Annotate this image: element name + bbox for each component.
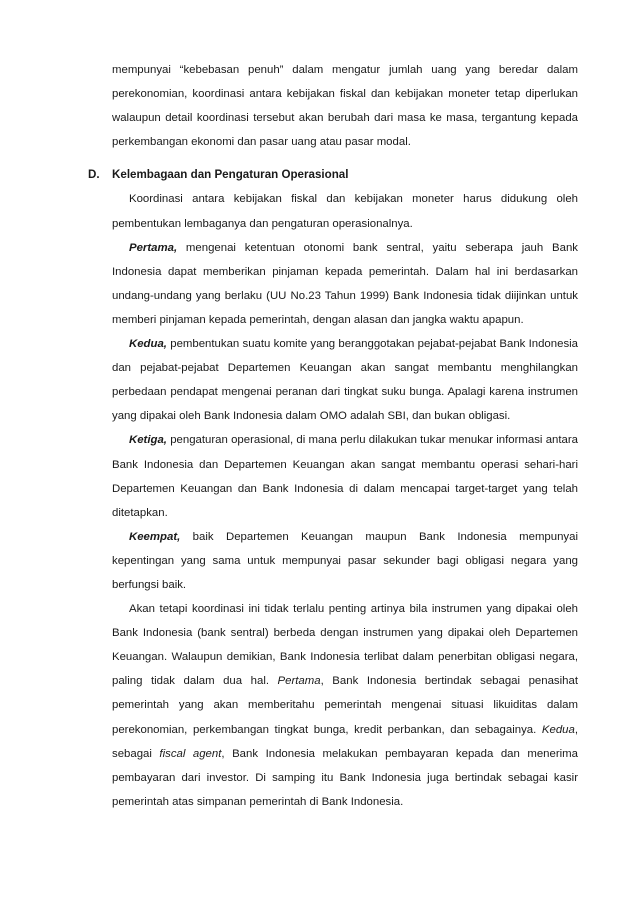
paragraph-first-text: mengenai ketentuan otonomi bank sentral, yaitu seberapa jauh Bank Indonesia dapat memberikan pinjaman kepada pemerintah. Dalam hal ini berdasarkan undang-undang yang berlaku (UU No.23 Tahun 1999) Bank Indonesia tidak diijinkan untuk memberi pinjaman kepada pemerintah, dengan alasan dan jangka waktu apapun. (112, 241, 578, 326)
section-number: D. (88, 168, 100, 182)
paragraph-third-lead: Ketiga, (129, 434, 167, 447)
paragraph-however-em2: Kedua (541, 723, 575, 736)
paragraph-however-part2: , Bank Indonesia bertindak sebagai penasihat pemerintah yang akan memberitahu pemerintah mengenai situasi likuiditas dalam perekonomian, perkembangan tingkat bunga, kredit perbankan, dan sebagainya. (112, 675, 578, 736)
paragraph-second-text: pembentukan suatu komite yang beranggotakan pejabat-pejabat Bank Indonesia dan pejabat-pejabat Departemen Keuangan akan sangat membantu menghilangkan perbedaan pendapat mengenai peranan dari tingkat suku bunga. Apalagi karena instrumen yang dipakai oleh Bank Indonesia dalam OMO adalah SBI, dan bukan obligasi. (112, 338, 578, 423)
intro-paragraph (112, 58, 578, 154)
paragraph-however (112, 597, 578, 814)
paragraph-third-text: pengaturan operasional, di mana perlu dilakukan tukar menukar informasi antara Bank Indonesia dan Departemen Keuangan akan sangat membantu operasi sehari-hari Departemen Keuangan dan Bank Indonesia di dalam mencapai target-target yang telah ditetapkan. (112, 434, 578, 519)
paragraph-coordination (112, 187, 578, 235)
intro-paragraph-text: mempunyai “kebebasan penuh” dalam mengatur jumlah uang yang beredar dalam perekonomian, koordinasi antara kebijakan fiskal dan kebijakan moneter tetap diperlukan walaupun detail koordinasi tersebut akan berubah dari masa ke masa, tergantung kepada perkembangan ekonomi dan pasar uang atau pasar modal. (112, 64, 578, 149)
paragraph-fourth (112, 525, 578, 597)
paragraph-however-part4: , Bank Indonesia melakukan pembayaran kepada dan menerima pembayaran dari investor. Di samping itu Bank Indonesia juga bertindak sebagai kasir pemerintah atas simpanan pemerintah di Bank Indonesia. (112, 747, 578, 808)
paragraph-first-lead: Pertama, (129, 241, 178, 254)
paragraph-however-em1: Pertama (277, 675, 321, 688)
paragraph-fourth-text: baik Departemen Keuangan maupun Bank Indonesia mempunyai kepentingan yang sama untuk mempunyai pasar sekunder bagi obligasi negara yang berfungsi baik. (112, 530, 578, 591)
paragraph-coordination-text: Koordinasi antara kebijakan fiskal dan kebijakan moneter harus didukung oleh pembentukan lembaganya dan pengaturan operasionalnya. (112, 193, 578, 230)
paragraph-however-em3: fiscal agent (159, 747, 222, 760)
section-heading (88, 163, 578, 187)
paragraph-second-lead: Kedua, (129, 338, 167, 351)
paragraph-however-part1: Akan tetapi koordinasi ini tidak terlalu penting artinya bila instrumen yang dipakai oleh Bank Indonesia (bank sentral) berbeda dengan instrumen yang dipakai oleh Departemen Keuangan. Walaupun demikian, Bank Indonesia terlibat dalam penerbitan obligasi negara, paling tidak dalam dua hal. (112, 603, 578, 688)
paragraph-third (112, 428, 578, 524)
paragraph-second (112, 332, 578, 428)
document-body (88, 58, 578, 814)
paragraph-however-part3: , sebagai (112, 723, 578, 760)
paragraph-fourth-lead: Keempat, (129, 530, 181, 543)
paragraph-first (112, 236, 578, 332)
section-title: Kelembagaan dan Pengaturan Operasional (112, 168, 349, 182)
